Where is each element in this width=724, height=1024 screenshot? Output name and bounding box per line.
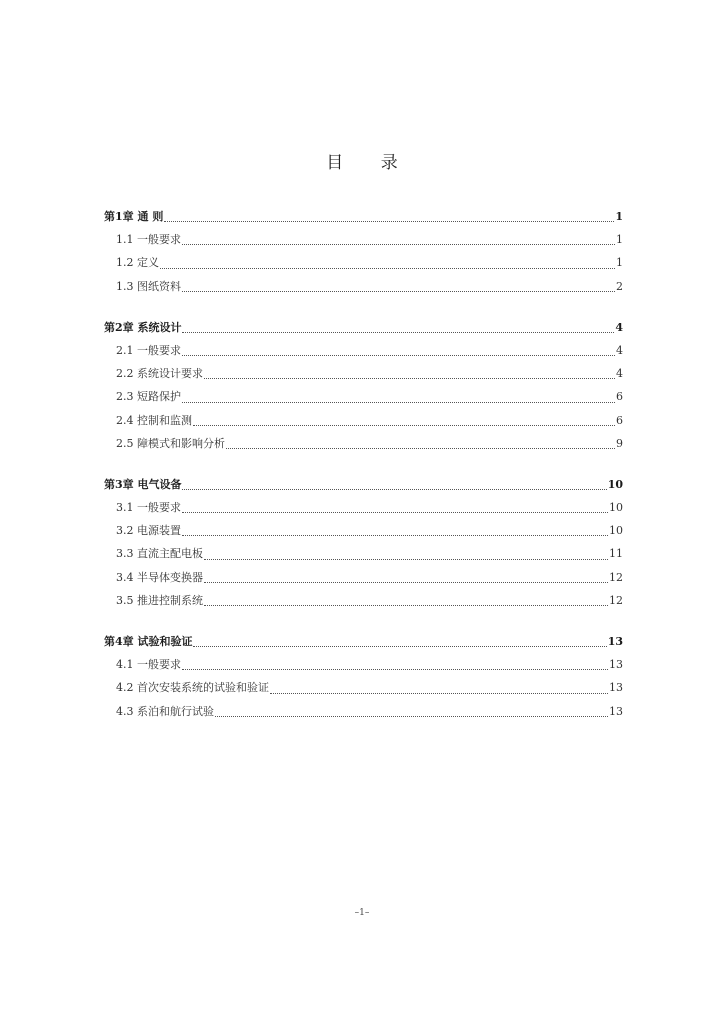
section-page-number: 6 xyxy=(616,390,623,404)
page-title: 目 录 xyxy=(326,153,414,173)
section-page-number: 13 xyxy=(609,704,623,718)
toc-section-entry[interactable] xyxy=(104,545,623,568)
chapter-page-number: 10 xyxy=(607,477,623,491)
section-page-number: 13 xyxy=(609,681,623,695)
toc-section-entry[interactable] xyxy=(104,499,623,522)
section-page-number: 12 xyxy=(609,570,623,584)
section-label: 3.4 半导体变换器 xyxy=(116,570,203,584)
toc-section-entry[interactable] xyxy=(104,435,623,458)
section-label: 2.2 系统设计要求 xyxy=(116,367,203,381)
section-page-number: 6 xyxy=(616,413,623,427)
section-label: 4.1 一般要求 xyxy=(116,658,181,672)
section-page-number: 9 xyxy=(616,436,623,450)
section-label: 1.3 图纸资料 xyxy=(116,279,181,293)
footer-page-number: –1– xyxy=(354,908,370,918)
section-page-number: 13 xyxy=(609,658,623,672)
dot-leader xyxy=(204,604,608,606)
chapter-page-number: 13 xyxy=(607,635,623,648)
section-label: 4.3 系泊和航行试验 xyxy=(116,704,214,718)
chapter-page-number: 1 xyxy=(615,210,623,223)
dot-leader xyxy=(182,331,614,333)
section-page-number: 10 xyxy=(609,501,623,515)
chapter-label: 第4章 试验和验证 xyxy=(104,635,193,648)
section-page-number: 10 xyxy=(609,524,623,538)
toc-section-entry[interactable] xyxy=(104,278,623,301)
toc-chapter-entry[interactable] xyxy=(104,319,623,342)
dot-leader xyxy=(182,511,608,513)
dot-leader xyxy=(182,354,615,356)
dot-leader xyxy=(182,243,615,245)
toc-chapter-1 xyxy=(104,208,623,301)
section-label: 2.5 障模式和影响分析 xyxy=(116,436,225,450)
toc-section-entry[interactable] xyxy=(104,679,623,702)
dot-leader xyxy=(182,401,615,403)
toc-section-entry[interactable] xyxy=(104,569,623,592)
dot-leader xyxy=(182,488,606,490)
toc-chapter-entry[interactable] xyxy=(104,476,623,499)
dot-leader xyxy=(164,220,614,222)
dot-leader xyxy=(204,558,608,560)
section-label: 3.1 一般要求 xyxy=(116,501,181,515)
toc-chapter-3 xyxy=(104,476,623,615)
section-label: 3.5 推进控制系统 xyxy=(116,593,203,607)
section-page-number: 1 xyxy=(616,256,623,270)
dot-leader xyxy=(226,447,615,449)
dot-leader xyxy=(160,267,615,269)
dot-leader xyxy=(182,668,608,670)
chapter-label: 第3章 电气设备 xyxy=(104,477,182,491)
dot-leader xyxy=(204,581,608,583)
dot-leader xyxy=(270,692,608,694)
dot-leader xyxy=(182,534,608,536)
section-page-number: 4 xyxy=(616,343,623,357)
chapter-label: 第2章 系统设计 xyxy=(104,320,182,334)
section-label: 4.2 首次安装系统的试验和验证 xyxy=(116,681,269,695)
chapter-label: 第1章 通 则 xyxy=(104,210,164,223)
section-page-number: 4 xyxy=(616,367,623,381)
toc-section-entry[interactable] xyxy=(104,365,623,388)
section-label: 1.1 一般要求 xyxy=(116,233,181,247)
toc-section-entry[interactable] xyxy=(104,522,623,545)
toc-chapter-2 xyxy=(104,319,623,458)
toc-section-entry[interactable] xyxy=(104,254,623,277)
section-label: 1.2 定义 xyxy=(116,256,159,270)
toc-section-entry[interactable] xyxy=(104,388,623,411)
dot-leader xyxy=(215,715,608,717)
dot-leader xyxy=(204,377,615,379)
chapter-page-number: 4 xyxy=(615,320,623,334)
dot-leader xyxy=(193,645,606,647)
section-page-number: 11 xyxy=(609,547,623,561)
section-label: 2.4 控制和监测 xyxy=(116,413,192,427)
section-label: 3.3 直流主配电板 xyxy=(116,547,203,561)
section-page-number: 1 xyxy=(616,233,623,247)
toc-section-entry[interactable] xyxy=(104,703,623,726)
toc-section-entry[interactable] xyxy=(104,412,623,435)
table-of-contents xyxy=(104,208,623,744)
toc-chapter-entry[interactable] xyxy=(104,633,623,656)
section-label: 2.3 短路保护 xyxy=(116,390,181,404)
toc-section-entry[interactable] xyxy=(104,592,623,615)
section-label: 2.1 一般要求 xyxy=(116,343,181,357)
toc-section-entry[interactable] xyxy=(104,342,623,365)
dot-leader xyxy=(193,424,615,426)
toc-section-entry[interactable] xyxy=(104,656,623,679)
section-page-number: 12 xyxy=(609,593,623,607)
toc-chapter-entry[interactable] xyxy=(104,208,623,231)
toc-section-entry[interactable] xyxy=(104,231,623,254)
section-label: 3.2 电源装置 xyxy=(116,524,181,538)
toc-chapter-4 xyxy=(104,633,623,726)
section-page-number: 2 xyxy=(616,279,623,293)
dot-leader xyxy=(182,290,615,292)
